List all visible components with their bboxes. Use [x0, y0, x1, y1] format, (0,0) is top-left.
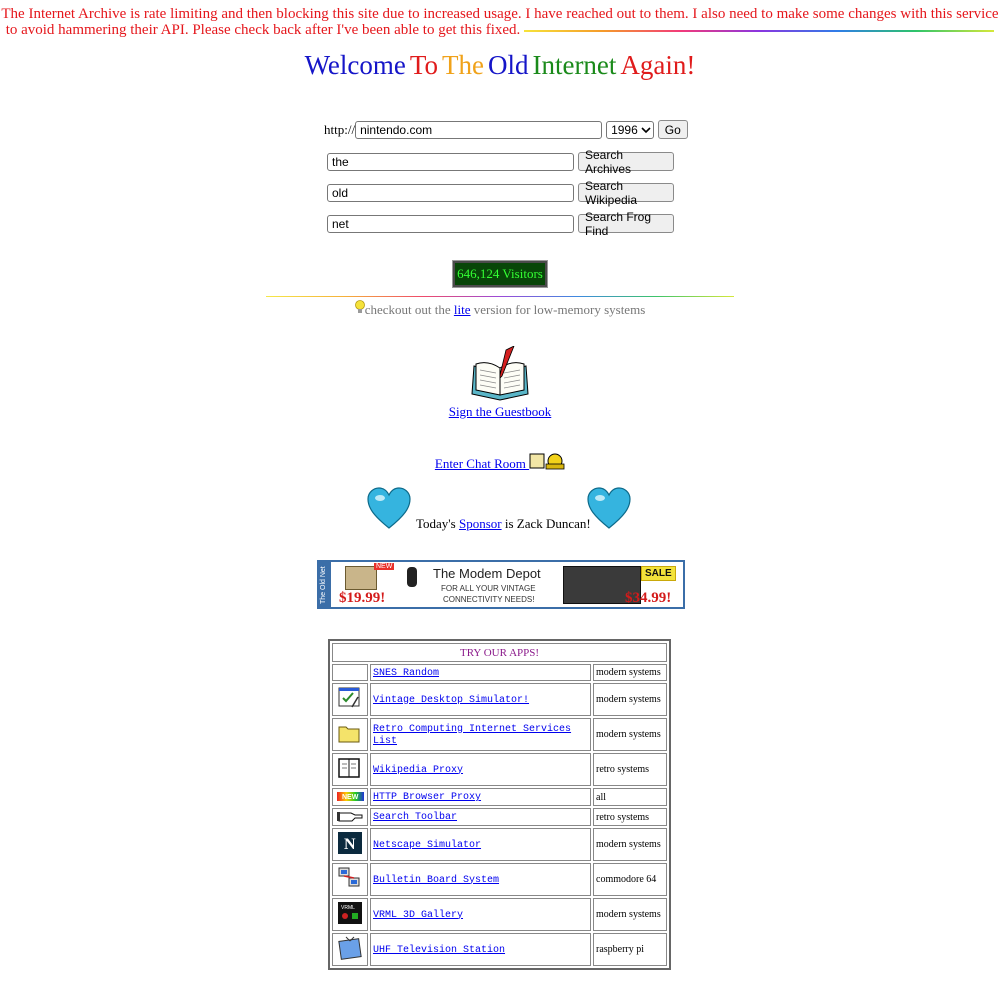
- chat-phone-icon: [529, 452, 565, 470]
- chat-section: [0, 452, 1000, 472]
- lite-notice: [0, 300, 1000, 318]
- welcome-word: Welcome: [304, 50, 406, 80]
- lite-link[interactable]: lite: [453, 302, 471, 317]
- apps-table-row: [332, 753, 667, 786]
- app-name-cell: [370, 683, 591, 716]
- app-systems-cell: raspberry pi: [593, 933, 667, 966]
- app-icon-cell: [332, 898, 368, 931]
- app-link[interactable]: Bulletin Board System: [373, 874, 500, 886]
- svg-text:VRML: VRML: [341, 905, 355, 911]
- search-row-archives: [327, 147, 674, 176]
- app-systems-cell: retro systems: [593, 753, 667, 786]
- app-systems-cell: modern systems: [593, 683, 667, 716]
- apps-table-row: [332, 933, 667, 966]
- apps-table-row: [332, 898, 667, 931]
- app-link[interactable]: VRML 3D Gallery: [373, 909, 464, 921]
- modem-image: [345, 566, 377, 590]
- tv-icon: [336, 935, 364, 961]
- banner-side-text: The Old Net: [320, 566, 327, 604]
- welcome-word: Internet: [532, 50, 617, 80]
- app-link[interactable]: HTTP Browser Proxy: [373, 792, 482, 803]
- guestbook-book-icon[interactable]: [468, 346, 532, 404]
- search-row-frogfind: [327, 209, 674, 238]
- banner-price-right: $34.99!: [625, 590, 672, 606]
- url-input[interactable]: nintendo.com: [355, 121, 602, 139]
- app-link[interactable]: Netscape Simulator: [373, 839, 482, 851]
- search-wikipedia-button[interactable]: Search Wikipedia: [578, 183, 674, 202]
- url-prefix: http://: [324, 121, 356, 137]
- lite-text-before: checkout out the: [364, 302, 454, 317]
- banner-side-strip: [319, 562, 331, 607]
- modem-depot-banner[interactable]: [317, 560, 685, 609]
- apps-table-row: [332, 828, 667, 861]
- app-systems-cell: modern systems: [593, 664, 667, 681]
- app-link[interactable]: Retro Computing Internet Services List: [373, 723, 572, 747]
- svg-text:NEW: NEW: [342, 794, 359, 801]
- app-name-cell: [370, 788, 591, 806]
- apps-table-row: [332, 664, 667, 681]
- search-archives-button[interactable]: Search Archives: [578, 152, 674, 171]
- apps-table-header-row: [332, 643, 667, 662]
- page-title: [0, 50, 1000, 81]
- lightbulb-icon: [355, 300, 365, 315]
- lite-text-after: version for low-memory systems: [470, 302, 646, 317]
- apps-table-row: [332, 788, 667, 806]
- url-row: [324, 120, 688, 139]
- welcome-word: To: [409, 50, 438, 80]
- search-frogfind-button[interactable]: Search Frog Find: [578, 214, 674, 233]
- guestbook-link[interactable]: Sign the Guestbook: [448, 404, 552, 419]
- visitor-counter: 646,124 Visitors: [453, 261, 547, 287]
- app-name-cell: [370, 933, 591, 966]
- guestbook-section: [0, 346, 1000, 420]
- app-name-cell: [370, 718, 591, 751]
- wikipedia-search-input[interactable]: old: [327, 184, 574, 202]
- rate-limit-notice: [0, 6, 1000, 38]
- rainbow-divider: [524, 30, 994, 32]
- notice-text: The Internet Archive is rate limiting and then blocking this site due to increased usage. I have reached out to them. I also need to make some changes with this service to avoid hammering their API. Please check back after I've been able to get this fixed.: [1, 6, 999, 38]
- rainbow-new-icon: [336, 789, 364, 802]
- archives-search-input[interactable]: the: [327, 153, 574, 171]
- app-systems-cell: modern systems: [593, 828, 667, 861]
- app-systems-cell: all: [593, 788, 667, 806]
- app-name-cell: [370, 664, 591, 681]
- app-name-cell: [370, 753, 591, 786]
- apps-table-header: TRY OUR APPS!: [332, 643, 667, 662]
- year-select-value: 1996: [611, 122, 638, 137]
- app-icon-cell: [332, 718, 368, 751]
- app-systems-cell: commodore 64: [593, 863, 667, 896]
- computers-network-icon: [336, 865, 364, 891]
- chat-room-link[interactable]: Enter Chat Room: [434, 456, 530, 471]
- welcome-word: The: [441, 50, 484, 80]
- app-icon-cell: [332, 933, 368, 966]
- welcome-word: Again!: [620, 50, 696, 80]
- chevron-down-icon: [641, 126, 651, 134]
- frogfind-search-input[interactable]: net: [327, 215, 574, 233]
- sponsor-text: [416, 516, 591, 532]
- banner-title: The Modem Depot: [433, 566, 541, 581]
- app-link[interactable]: Search Toolbar: [373, 812, 458, 823]
- app-link[interactable]: UHF Television Station: [373, 944, 506, 956]
- app-icon-cell: [332, 828, 368, 861]
- adapter-image: [407, 567, 417, 587]
- book-icon: [336, 755, 364, 781]
- banner-new-badge: NEW: [376, 563, 393, 570]
- year-select[interactable]: [606, 121, 654, 139]
- app-icon-cell: [332, 664, 368, 681]
- app-link[interactable]: Wikipedia Proxy: [373, 764, 464, 776]
- apps-table-row: [332, 808, 667, 826]
- apps-table-row: [332, 863, 667, 896]
- vrml-icon: [336, 900, 364, 926]
- sponsor-link[interactable]: Sponsor: [458, 516, 502, 531]
- app-link[interactable]: SNES Random: [373, 667, 440, 679]
- netscape-n-icon: [336, 830, 364, 856]
- go-button[interactable]: Go: [658, 120, 688, 139]
- welcome-word: Old: [487, 50, 529, 80]
- app-systems-cell: modern systems: [593, 718, 667, 751]
- folder-icon: [336, 720, 364, 746]
- pointing-hand-icon: [336, 809, 364, 822]
- app-systems-cell: retro systems: [593, 808, 667, 826]
- app-icon-cell: [332, 808, 368, 826]
- app-link[interactable]: Vintage Desktop Simulator!: [373, 694, 530, 706]
- banner-sale-badge: SALE: [641, 566, 676, 581]
- apps-table: [328, 639, 671, 970]
- desktop-checklist-icon: [336, 685, 364, 711]
- svg-text:N: N: [344, 836, 356, 853]
- apps-table-row: [332, 718, 667, 751]
- heart-icon: [366, 486, 412, 530]
- app-icon-cell: [332, 788, 368, 806]
- apps-table-row: [332, 683, 667, 716]
- heart-icon: [586, 486, 632, 530]
- sponsor-text-after: is Zack Duncan!: [501, 516, 591, 531]
- app-name-cell: [370, 828, 591, 861]
- rainbow-divider: [266, 296, 734, 297]
- banner-line1: FOR ALL YOUR VINTAGE: [441, 584, 536, 593]
- app-icon-cell: [332, 753, 368, 786]
- app-name-cell: [370, 808, 591, 826]
- sponsor-section: [366, 486, 632, 532]
- app-name-cell: [370, 898, 591, 931]
- banner-price-left: $19.99!: [339, 590, 386, 606]
- search-row-wikipedia: [327, 178, 674, 207]
- app-name-cell: [370, 863, 591, 896]
- banner-line2: CONNECTIVITY NEEDS!: [443, 595, 535, 604]
- app-icon-cell: [332, 683, 368, 716]
- app-icon-cell: [332, 863, 368, 896]
- sponsor-text-before: Today's: [416, 516, 459, 531]
- app-systems-cell: modern systems: [593, 898, 667, 931]
